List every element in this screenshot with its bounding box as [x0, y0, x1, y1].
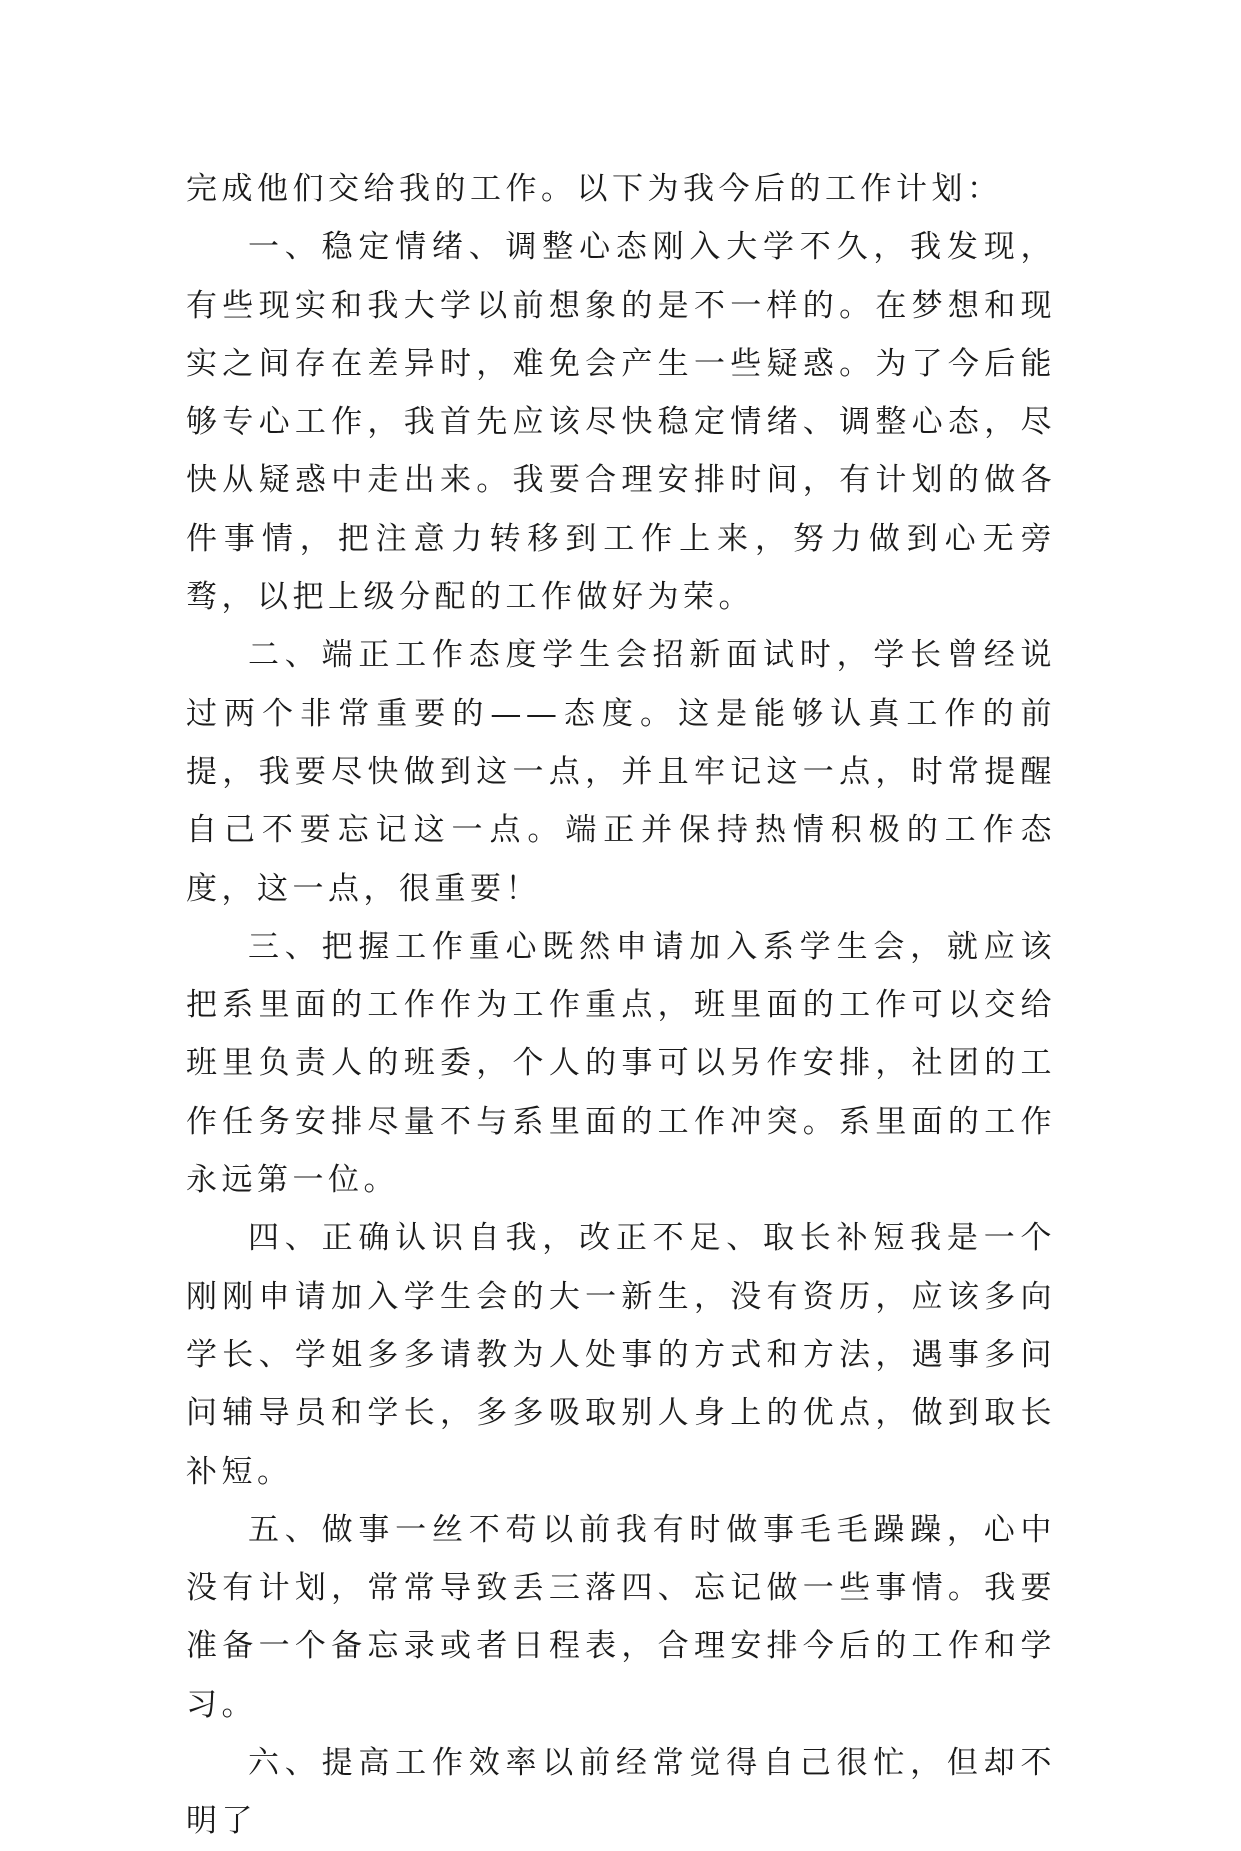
- paragraph-continuation: 完成他们交给我的工作。以下为我今后的工作计划：: [186, 171, 1003, 207]
- paragraph-item-1: 一、稳定情绪、调整心态刚入大学不久，我发现，有些现实和我大学以前想象的是不一样的。在梦想和现实之间存在差异时，难免会产生一些疑惑。为了今后能够专心工作，我首先应该尽快稳定情绪、调整心态，尽快从疑惑中走出来。我要合理安排时间，有计划的做各件事情，把注意力转移到工作上来，努力做到心无旁骛，以把上级分配的工作做好为荣。: [186, 229, 1056, 616]
- paragraph-item-2: 二、端正工作态度学生会招新面试时，学长曾经说过两个非常重要的——态度。这是能够认真工作的前提，我要尽快做到这一点，并且牢记这一点，时常提醒自己不要忘记这一点。端正并保持热情积极的工作态度，这一点，很重要！: [186, 637, 1056, 907]
- paragraph-item-5: 五、做事一丝不苟以前我有时做事毛毛躁躁，心中没有计划，常常导致丢三落四、忘记做一些事情。我要准备一个备忘录或者日程表，合理安排今后的工作和学习。: [186, 1511, 1056, 1723]
- paragraph-item-4: 四、正确认识自我，改正不足、取长补短我是一个刚刚申请加入学生会的大一新生，没有资历，应该多向学长、学姐多多请教为人处事的方式和方法，遇事多问问辅导员和学长，多多吸取别人身上的优点，做到取长补短。: [186, 1220, 1056, 1490]
- paragraph-item-3: 三、把握工作重心既然申请加入系学生会，就应该把系里面的工作作为工作重点，班里面的工作可以交给班里负责人的班委，个人的事可以另作安排，社团的工作任务安排尽量不与系里面的工作冲突。系里面的工作永远第一位。: [186, 928, 1056, 1199]
- paragraph-item-6: 六、提高工作效率以前经常觉得自己很忙，但却不明了: [186, 1745, 1056, 1840]
- document-body: [186, 160, 1056, 1851]
